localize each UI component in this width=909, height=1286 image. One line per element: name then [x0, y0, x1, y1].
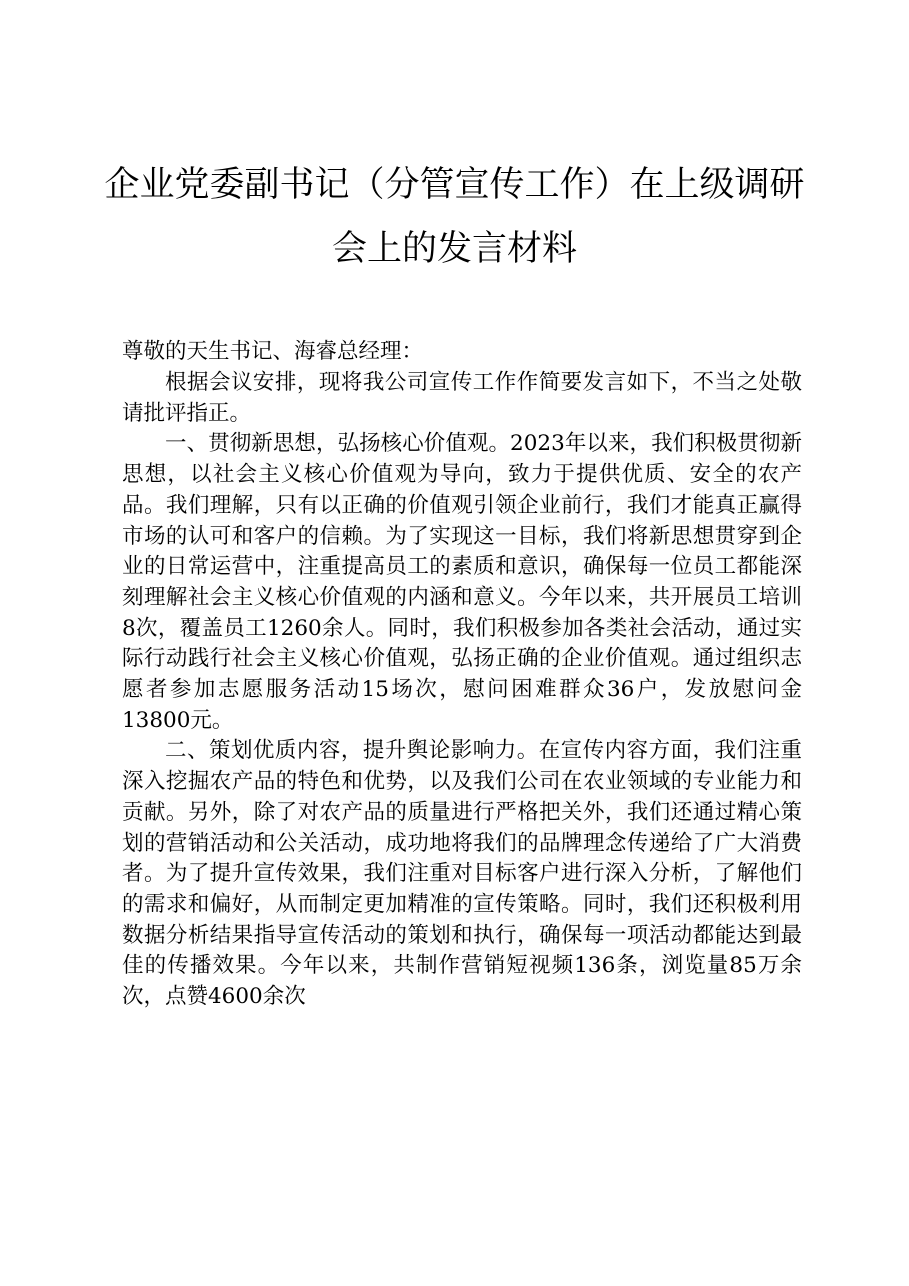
- paragraph-section-1: 一、贯彻新思想，弘扬核心价值观。2023年以来，我们积极贯彻新思想，以社会主义核心价值观为导向，致力于提供优质、安全的农产品。我们理解，只有以正确的价值观引领企业前行，我们才能真正赢得市场的认可和客户的信赖。为了实现这一目标，我们将新思想贯穿到企业的日常运营中，注重提高员工的素质和意识，确保每一位员工都能深刻理解社会主义核心价值观的内涵和意义。今年以来，共开展员工培训8次，覆盖员工1260余人。同时，我们积极参加各类社会活动，通过实际行动践行社会主义核心价值观，弘扬正确的企业价值观。通过组织志愿者参加志愿服务活动15场次，慰问困难群众36户，发放慰问金13800元。: [122, 431, 802, 733]
- document-body: [122, 368, 802, 1013]
- document-title-line-1: 企业党委副书记（分管宣传工作）在上级调研: [104, 165, 805, 205]
- paragraph-section-2: 二、策划优质内容，提升舆论影响力。在宣传内容方面，我们注重深入挖掘农产品的特色和优势，以及我们公司在农业领域的专业能力和贡献。另外，除了对农产品的质量进行严格把关外，我们还通过精心策划的营销活动和公关活动，成功地将我们的品牌理念传递给了广大消费者。为了提升宣传效果，我们注重对目标客户进行深入分析，了解他们的需求和偏好，从而制定更加精准的宣传策略。同时，我们还积极利用数据分析结果指导宣传活动的策划和执行，确保每一项活动都能达到最佳的传播效果。今年以来，共制作营销短视频136条，浏览量85万余次，点赞4600余次: [122, 738, 802, 1010]
- salutation: 尊敬的天生书记、海睿总经理：: [122, 339, 424, 364]
- document-title-line-2: 会上的发言材料: [331, 229, 577, 269]
- paragraph-intro: 根据会议安排，现将我公司宣传工作作简要发言如下，不当之处敬请批评指正。: [122, 370, 802, 426]
